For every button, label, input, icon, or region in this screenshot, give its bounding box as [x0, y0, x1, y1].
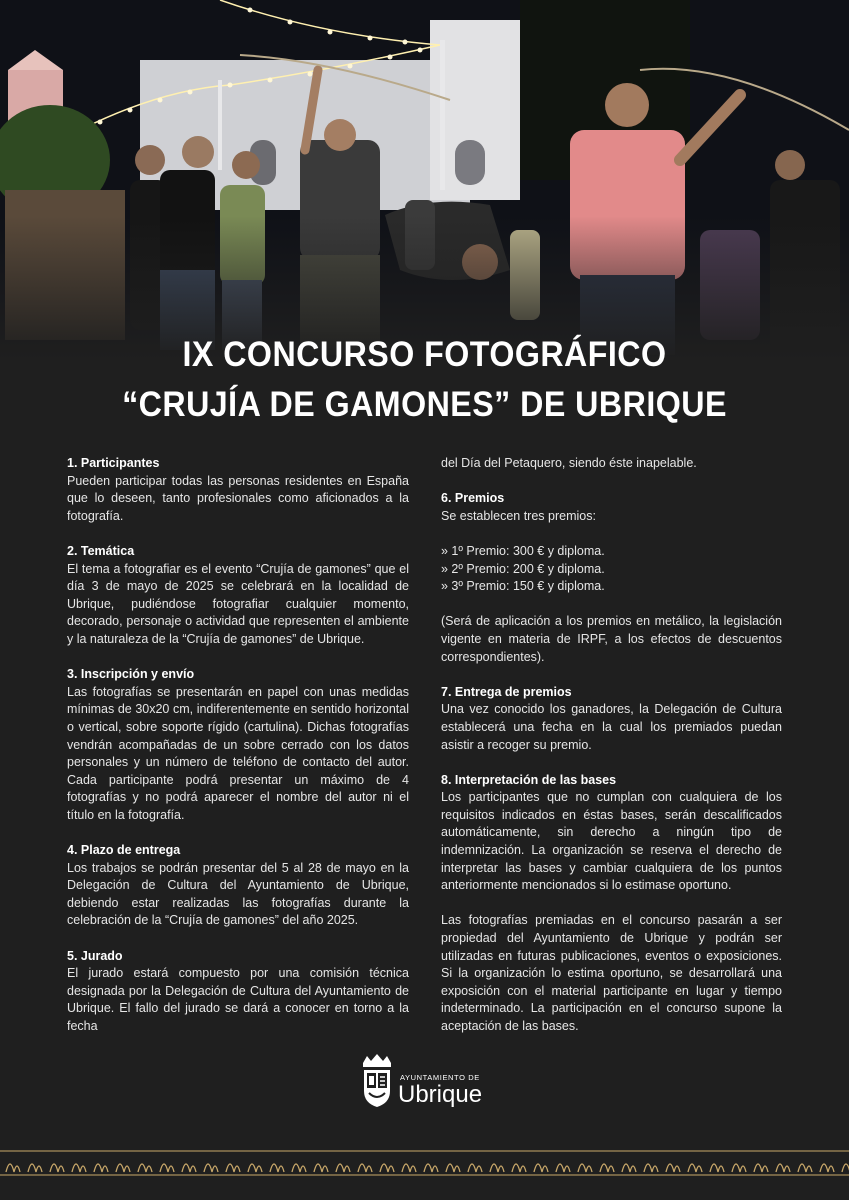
ornament-motif	[116, 1164, 130, 1172]
prize-item: » 3º Premio: 150 € y diploma.	[441, 579, 605, 594]
section-inscripcion	[67, 666, 409, 824]
ornament-motif	[6, 1164, 20, 1172]
logo-name: Ubrique	[398, 1081, 483, 1108]
ornament-motif	[710, 1164, 724, 1172]
prize-note: (Será de aplicación a los premios en metálico, la legislación vigente en materia de IRPF, a los efectos de descuentos correspondientes).	[441, 614, 782, 664]
ornament-motif	[226, 1164, 240, 1172]
ornament-motif	[314, 1164, 328, 1172]
section-plazo	[67, 842, 409, 930]
section-text: del Día del Petaquero, siendo éste inapelable.	[441, 456, 697, 470]
ornament-motif	[270, 1164, 284, 1172]
ornament-motif	[336, 1164, 350, 1172]
section-text: Una vez conocido los ganadores, la Delegación de Cultura establecerá una fecha en la cual los premiados puedan asistir a recoger su premio.	[441, 702, 782, 752]
right-column	[441, 455, 782, 1053]
title-line-1: IX CONCURSO FOTOGRÁFICO	[182, 335, 667, 374]
section-participantes	[67, 455, 409, 525]
ornament-motif	[182, 1164, 196, 1172]
ornament-motif	[732, 1164, 746, 1172]
section-heading: 8. Interpretación de las bases	[441, 772, 617, 787]
ornament-motif	[446, 1164, 460, 1172]
section-heading: 6. Premios	[441, 491, 505, 506]
ornament-motif	[776, 1164, 790, 1172]
logo-caption: AYUNTAMIENTO DE	[400, 1073, 480, 1082]
section-heading: 1. Participantes	[67, 456, 160, 470]
prize-item: » 1º Premio: 300 € y diploma.	[441, 543, 605, 558]
ornament-motif	[622, 1164, 636, 1172]
title-line-2: “CRUJÍA DE GAMONES” DE UBRIQUE	[122, 385, 727, 424]
ornament-motif	[666, 1164, 680, 1172]
section-heading: 3. Inscripción y envío	[67, 667, 195, 682]
section-text: Los trabajos se podrán presentar del 5 al 28 de mayo en la Delegación de Cultura del Ayuntamiento de Ubrique, debiendo estar realizadas las fotografías durante la celebración de la “Crujía de gamones” del año 2025.	[67, 860, 409, 928]
section-heading: 7. Entrega de premios	[441, 684, 572, 699]
ornament-motif	[204, 1164, 218, 1172]
left-column	[67, 455, 409, 1053]
section-text: El tema a fotografiar es el evento “Crujía de gamones” que el día 3 de mayo de 2025 se celebrará en la localidad de Ubrique, pudiéndose fotografiar cualquier momento, decorado, personaje o actividad que representen el ambiente y la naturaleza de la “Crujía de gamones” de Ubrique.	[67, 561, 409, 646]
ornament-band	[0, 1148, 849, 1178]
ornament-motif	[798, 1164, 812, 1172]
ornament-motif	[556, 1164, 570, 1172]
section-text: El jurado estará compuesto por una comisión técnica designada por la Delegación de Cultura del Ayuntamiento de Ubrique. El fallo del jurado se dará a conocer en torno a la fecha	[67, 966, 409, 1033]
section-text: Las fotografías se presentarán en papel con unas medidas mínimas de 30x20 cm, indiferentemente en sentido horizontal o vertical, sobre soporte rígido (cartulina). Dichas fotografías vendrán acompañadas de un sobre cerrado con los datos personales y un número de teléfono de contacto del autor. Cada participante podrá presentar un máximo de 4 fotografías y no podrá aparecer el nombre del autor ni el título en la fotografía.	[67, 684, 409, 822]
ornament-motif	[490, 1164, 504, 1172]
ornament-motif	[160, 1164, 174, 1172]
ornament-motif	[424, 1164, 438, 1172]
hero-photo	[0, 0, 849, 360]
poster-title	[34, 330, 815, 430]
ornament-motif	[50, 1164, 64, 1172]
ornament-motif	[402, 1164, 416, 1172]
ornament-motif	[358, 1164, 372, 1172]
section-interpretacion	[441, 772, 782, 1036]
section-heading: 4. Plazo de entrega	[67, 843, 181, 858]
section-tematica	[67, 543, 409, 649]
ornament-motif	[842, 1164, 849, 1172]
ayuntamiento-logo	[360, 1053, 500, 1113]
section-jurado	[67, 948, 409, 1036]
ornament-motif	[292, 1164, 306, 1172]
ornament-motif	[820, 1164, 834, 1172]
town-crest-icon	[360, 1053, 394, 1109]
section-intro: Se establecen tres premios:	[441, 508, 596, 523]
section-jurado-continued	[441, 455, 782, 473]
ornament-motif	[600, 1164, 614, 1172]
section-text: Los participantes que no cumplan con cualquiera de los requisitos indicados en éstas bases, serán descalificados automáticamente, sin derecho a ningún tipo de indemnización. La organización se reserva el derecho de interpretar las bases y cambiar cualquiera de los puntos anteriormente mencionados si lo estimase oportuno.	[441, 790, 782, 893]
ornament-motif	[688, 1164, 702, 1172]
ornament-motif	[72, 1164, 86, 1172]
closing-text: Las fotografías premiadas en el concurso pasarán a ser propiedad del Ayuntamiento de Ubrique y podrán ser utilizadas en futuras publicaciones, eventos o exposiciones. Si la organización lo estima oportuno, se desarrollará una exposición con el material participante en lugar y tiempo indeterminado. La participación en el concurso supone la aceptación de las bases.	[441, 913, 782, 1033]
ornament-motif	[512, 1164, 526, 1172]
prize-list	[441, 543, 782, 596]
section-heading: 5. Jurado	[67, 948, 123, 963]
ornamental-border	[0, 1148, 849, 1178]
ornament-motif	[380, 1164, 394, 1172]
ornament-motif	[248, 1164, 262, 1172]
section-premios	[441, 490, 782, 666]
section-heading: 2. Temática	[67, 543, 135, 558]
section-entrega	[441, 684, 782, 754]
ornament-motif	[534, 1164, 548, 1172]
ornament-motif	[754, 1164, 768, 1172]
ornament-motif	[468, 1164, 482, 1172]
ornament-motif	[644, 1164, 658, 1172]
ornament-motif	[28, 1164, 42, 1172]
festival-photo-illustration	[0, 0, 849, 360]
ornament-motif	[94, 1164, 108, 1172]
prize-item: » 2º Premio: 200 € y diploma.	[441, 561, 605, 576]
section-text: Pueden participar todas las personas residentes en España que lo deseen, tanto profesionales como aficionados a la fotografía.	[67, 473, 409, 523]
ornament-motif	[578, 1164, 592, 1172]
ornament-motif	[138, 1164, 152, 1172]
